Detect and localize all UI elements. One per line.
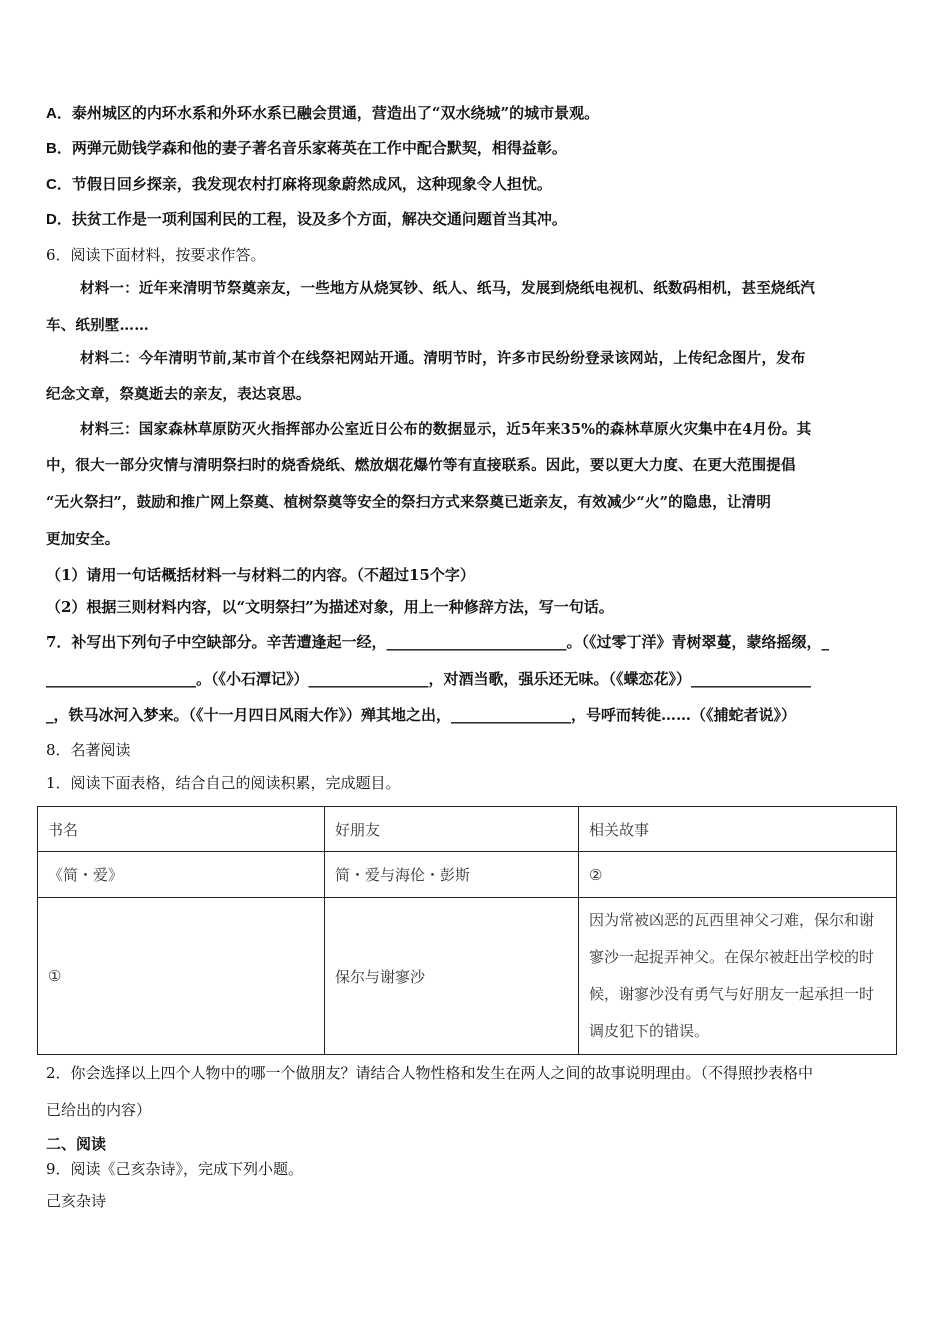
material-2-line-1: 材料二：今年清明节前,某市首个在线祭祀网站开通。清明节时，许多市民纷纷登录该网站，上传纪念图片，发布 (80, 350, 806, 367)
q8-sub-2-line-1: 2．你会选择以上四个人物中的哪一个做朋友？请结合人物性格和发生在两人之间的故事说明理由。（不得照抄表格中 (46, 1064, 814, 1082)
q7-line-2: ____________________。（《小石潭记》）________________，对酒当歌，强乐还无味。（《蝶恋花》）________________ (46, 670, 812, 688)
table-row (38, 898, 897, 1055)
material-2-line-2: 纪念文章，祭奠逝去的亲友，表达哀思。 (46, 386, 311, 403)
table-cell: 保尔与谢寥沙 (325, 898, 579, 1055)
table-cell: ① (38, 898, 325, 1055)
table-cell: 《简・爱》 (38, 852, 325, 898)
q6-sub-2: （2）根据三则材料内容，以“文明祭扫”为描述对象，用上一种修辞方法，写一句话。 (46, 598, 614, 616)
q7-line-1: 7．补写出下列句子中空缺部分。辛苦遭逢起一经，________________________。（《过零丁洋》青树翠蔓，蒙络摇缀，_ (46, 633, 829, 651)
table-cell: 简・爱与海伦・彭斯 (325, 852, 579, 898)
poem-title: 己亥杂诗 (46, 1192, 107, 1210)
material-3-line-2: 中，很大一部分灾情与清明祭扫时的烧香烧纸、燃放烟花爆竹等有直接联系。因此，要以更大力度、在更大范围提倡 (46, 457, 796, 474)
q9-stem: 9．阅读《己亥杂诗》，完成下列小题。 (46, 1160, 304, 1178)
q7-line-3: _，铁马冰河入梦来。（《十一月四日风雨大作》）殚其地之出，________________，号呼而转徙……（《捕蛇者说》） (46, 706, 797, 724)
q8-sub-1: 1．阅读下面表格，结合自己的阅读积累，完成题目。 (46, 774, 401, 792)
material-3-line-3: “无火祭扫”，鼓励和推广网上祭奠、植树祭奠等安全的祭扫方式来祭奠已逝亲友，有效减少“火”的隐患，让清明 (46, 494, 772, 511)
option-c: C．节假日回乡探亲，我发现农村打麻将现象蔚然成风，这种现象令人担忧。 (46, 175, 552, 193)
table-header-cell: 好朋友 (325, 807, 579, 852)
table-cell: 因为常被凶恶的瓦西里神父刁难，保尔和谢寥沙一起捉弄神父。在保尔被赶出学校的时候，谢寥沙没有勇气与好朋友一起承担一时调皮犯下的错误。 (579, 898, 897, 1055)
material-1-line-1: 材料一：近年来清明节祭奠亲友，一些地方从烧冥钞、纸人、纸马，发展到烧纸电视机、纸数码相机，甚至烧纸汽 (80, 280, 815, 297)
friends-table (37, 806, 897, 1055)
table-cell: ② (579, 852, 897, 898)
table-header-cell: 书名 (38, 807, 325, 852)
option-d: D．扶贫工作是一项利国利民的工程，设及多个方面，解决交通问题首当其冲。 (46, 210, 567, 228)
material-3-line-1: 材料三：国家森林草原防灭火指挥部办公室近日公布的数据显示，近5年来35%的森林草原火灾集中在4月份。其 (80, 421, 812, 438)
material-1-line-2: 车、纸别墅…… (46, 317, 149, 334)
table-header-cell: 相关故事 (579, 807, 897, 852)
table-row (38, 852, 897, 898)
q6-stem: 6．阅读下面材料，按要求作答。 (46, 246, 266, 264)
table-header-row (38, 807, 897, 852)
q8-title: 8．名著阅读 (46, 741, 131, 759)
material-3-line-4: 更加安全。 (46, 531, 120, 548)
option-b: B．两弹元勋钱学森和他的妻子著名音乐家蒋英在工作中配合默契，相得益彰。 (46, 139, 567, 157)
q8-sub-2-line-2: 已给出的内容） (46, 1101, 152, 1119)
option-a: A．泰州城区的内环水系和外环水系已融会贯通，营造出了“双水绕城”的城市景观。 (46, 104, 600, 122)
q6-sub-1: （1）请用一句话概括材料一与材料二的内容。（不超过15个字） (46, 566, 475, 584)
section-heading: 二、阅读 (46, 1135, 107, 1153)
